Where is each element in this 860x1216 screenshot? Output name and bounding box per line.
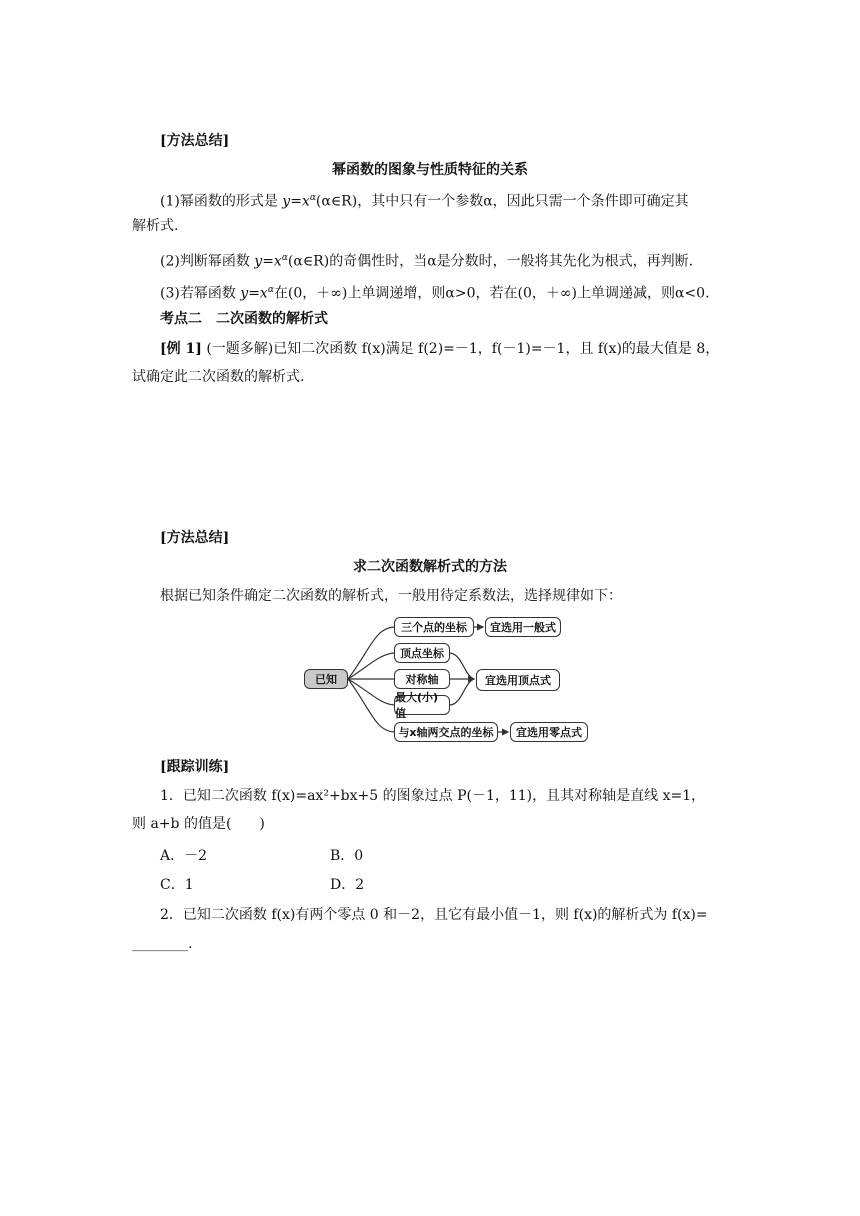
p2-exponent: α (281, 253, 288, 263)
diagram-cond-vertex: 顶点坐标 (394, 643, 450, 663)
paragraph-1-line-2: 解析式. (132, 218, 179, 234)
p3-formula: y=x (240, 285, 268, 302)
p1-exponent: α (309, 193, 316, 203)
section-title-quadratic: 求二次函数解析式的方法 (353, 559, 507, 575)
question-1-line-1: 1．已知二次函数 f(x)=ax²+bx+5 的图象过点 P(－1，11)，且其对称轴是直线 x=1， (160, 788, 706, 804)
question-2-answer-blank: ________. (132, 936, 193, 952)
p1-text-a: (1)幂函数的形式是 (160, 193, 283, 210)
diagram-result-vertex-form: 宜选用顶点式 (476, 669, 560, 691)
diagram-known-box: 已知 (304, 669, 348, 689)
p1-text-b: (α∈R)，其中只有一个参数α，因此只需一个条件即可确定其 (315, 193, 689, 210)
example-text-1: (一题多解)已知二次函数 f(x)满足 f(2)=－1，f(－1)=－1，且 f(x)的最大值是 8， (201, 341, 720, 357)
p2-text-a: (2)判断幂函数 (160, 253, 255, 270)
practice-header: [跟踪训练] (160, 759, 230, 775)
question-1-line-2: 则 a+b 的值是( ) (132, 816, 265, 832)
option-a: A．－2 (160, 848, 208, 864)
method-summary-header-2: [方法总结] (160, 530, 230, 546)
p2-text-b: (α∈R)的奇偶性时，当α是分数时，一般将其先化为根式，再判断. (287, 253, 694, 270)
method-summary-header-1: [方法总结] (160, 133, 230, 149)
diagram-cond-three-points: 三个点的坐标 (394, 617, 474, 637)
diagram-cond-extremum: 最大(小)值 (394, 695, 450, 715)
method-intro: 根据已知条件确定二次函数的解析式，一般用待定系数法，选择规律如下： (160, 588, 622, 604)
option-d: D．2 (330, 877, 365, 893)
example-label: [例 1] (160, 341, 202, 357)
p3-exponent: α (267, 285, 274, 295)
diagram-result-zero-form: 宜选用零点式 (510, 722, 588, 742)
example-line-2: 试确定此二次函数的解析式. (132, 369, 305, 385)
p1-formula: y=x (282, 193, 310, 210)
diagram-result-general-form: 宜选用一般式 (485, 617, 561, 637)
p3-text-a: (3)若幂函数 (160, 285, 241, 302)
question-2-line-1: 2．已知二次函数 f(x)有两个零点 0 和－2，且它有最小值－1，则 f(x)的解析式为 f(x)= (160, 907, 708, 923)
p3-text-b: 在(0，＋∞)上单调递增，则α>0，若在(0，＋∞)上单调递减，则α<0. (273, 285, 710, 302)
option-c: C．1 (160, 877, 194, 893)
diagram-cond-axis: 对称轴 (394, 669, 450, 689)
option-b: B．0 (330, 848, 364, 864)
kaodian-heading: 考点二 二次函数的解析式 (160, 311, 328, 327)
p2-formula: y=x (254, 253, 282, 270)
section-title-power-function: 幂函数的图象与性质特征的关系 (332, 162, 528, 178)
diagram-cond-x-intercepts: 与x轴两交点的坐标 (394, 722, 498, 742)
